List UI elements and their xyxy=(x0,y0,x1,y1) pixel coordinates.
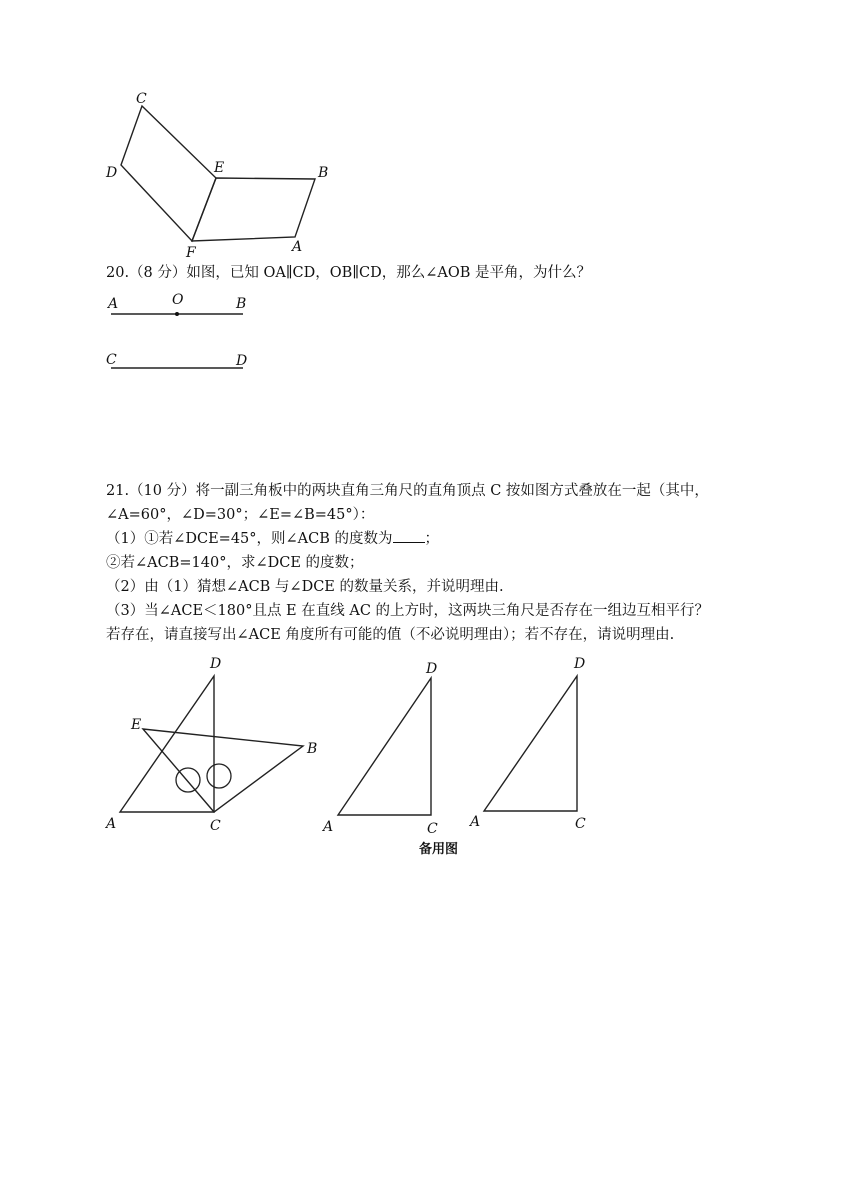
label-C: C xyxy=(427,821,438,837)
figure-19 xyxy=(0,0,860,270)
q21-line4: ②若∠ACB=140°，求∠DCE 的度数； xyxy=(106,555,364,571)
triangle-acd-spare-2 xyxy=(484,676,577,811)
label-D: D xyxy=(106,165,118,181)
figure-20 xyxy=(0,285,300,380)
label-F: F xyxy=(186,245,196,261)
quad-ebaf xyxy=(192,178,315,241)
label-A: A xyxy=(106,816,117,832)
spare-figure-2 xyxy=(470,650,610,830)
label-D: D xyxy=(210,656,222,672)
label-C: C xyxy=(136,91,147,107)
q21-line3 xyxy=(106,528,439,550)
q21-line3-text: （1）①若∠DCE=45°，则∠ACB 的度数为 xyxy=(106,531,393,547)
triangle-ecb xyxy=(143,729,303,812)
label-B: B xyxy=(307,741,318,757)
label-C: C xyxy=(575,816,586,832)
triangle-acd xyxy=(120,676,214,812)
label-A: A xyxy=(470,814,481,830)
quad-cdef xyxy=(121,106,216,241)
q21-line5: （2）由（1）猜想∠ACB 与∠DCE 的数量关系，并说明理由. xyxy=(106,579,504,595)
point-o xyxy=(175,312,179,316)
q21-line6: （3）当∠ACE＜180°且点 E 在直线 AC 的上方时，这两块三角尺是否存在一组边互相平行？ xyxy=(106,603,710,619)
label-B: B xyxy=(318,165,329,181)
question-20: 20.（8 分）如图，已知 OA∥CD，OB∥CD，那么∠AOB 是平角，为什么？ xyxy=(106,265,592,281)
q21-line7: 若存在，请直接写出∠ACE 角度所有可能的值（不必说明理由）；若不存在，请说明理由. xyxy=(106,627,675,643)
figure-21-main xyxy=(0,650,340,840)
label-B: B xyxy=(236,296,247,312)
label-C: C xyxy=(106,352,117,368)
q21-line3-end: ； xyxy=(424,531,440,547)
label-O: O xyxy=(172,292,184,308)
label-A: A xyxy=(323,819,334,835)
q21-line1: 21.（10 分）将一副三角板中的两块直角三角尺的直角顶点 C 按如图方式叠放在一起（其中， xyxy=(106,483,709,499)
label-A: A xyxy=(292,239,303,255)
answer-blank[interactable] xyxy=(393,528,425,543)
q21-line2: ∠A=60°，∠D=30°；∠E=∠B=45°）： xyxy=(106,507,375,523)
label-A: A xyxy=(108,296,119,312)
spare-figure-1 xyxy=(320,655,460,835)
label-D: D xyxy=(426,661,438,677)
label-C: C xyxy=(210,818,221,834)
label-E: E xyxy=(214,160,225,176)
triangle-acd-spare-1 xyxy=(338,678,431,815)
label-E: E xyxy=(131,717,142,733)
angle-arc-right xyxy=(207,764,231,788)
spare-figure-caption: 备用图 xyxy=(419,842,459,857)
label-D: D xyxy=(574,656,586,672)
angle-arc-left xyxy=(176,768,200,792)
label-D: D xyxy=(236,353,248,369)
